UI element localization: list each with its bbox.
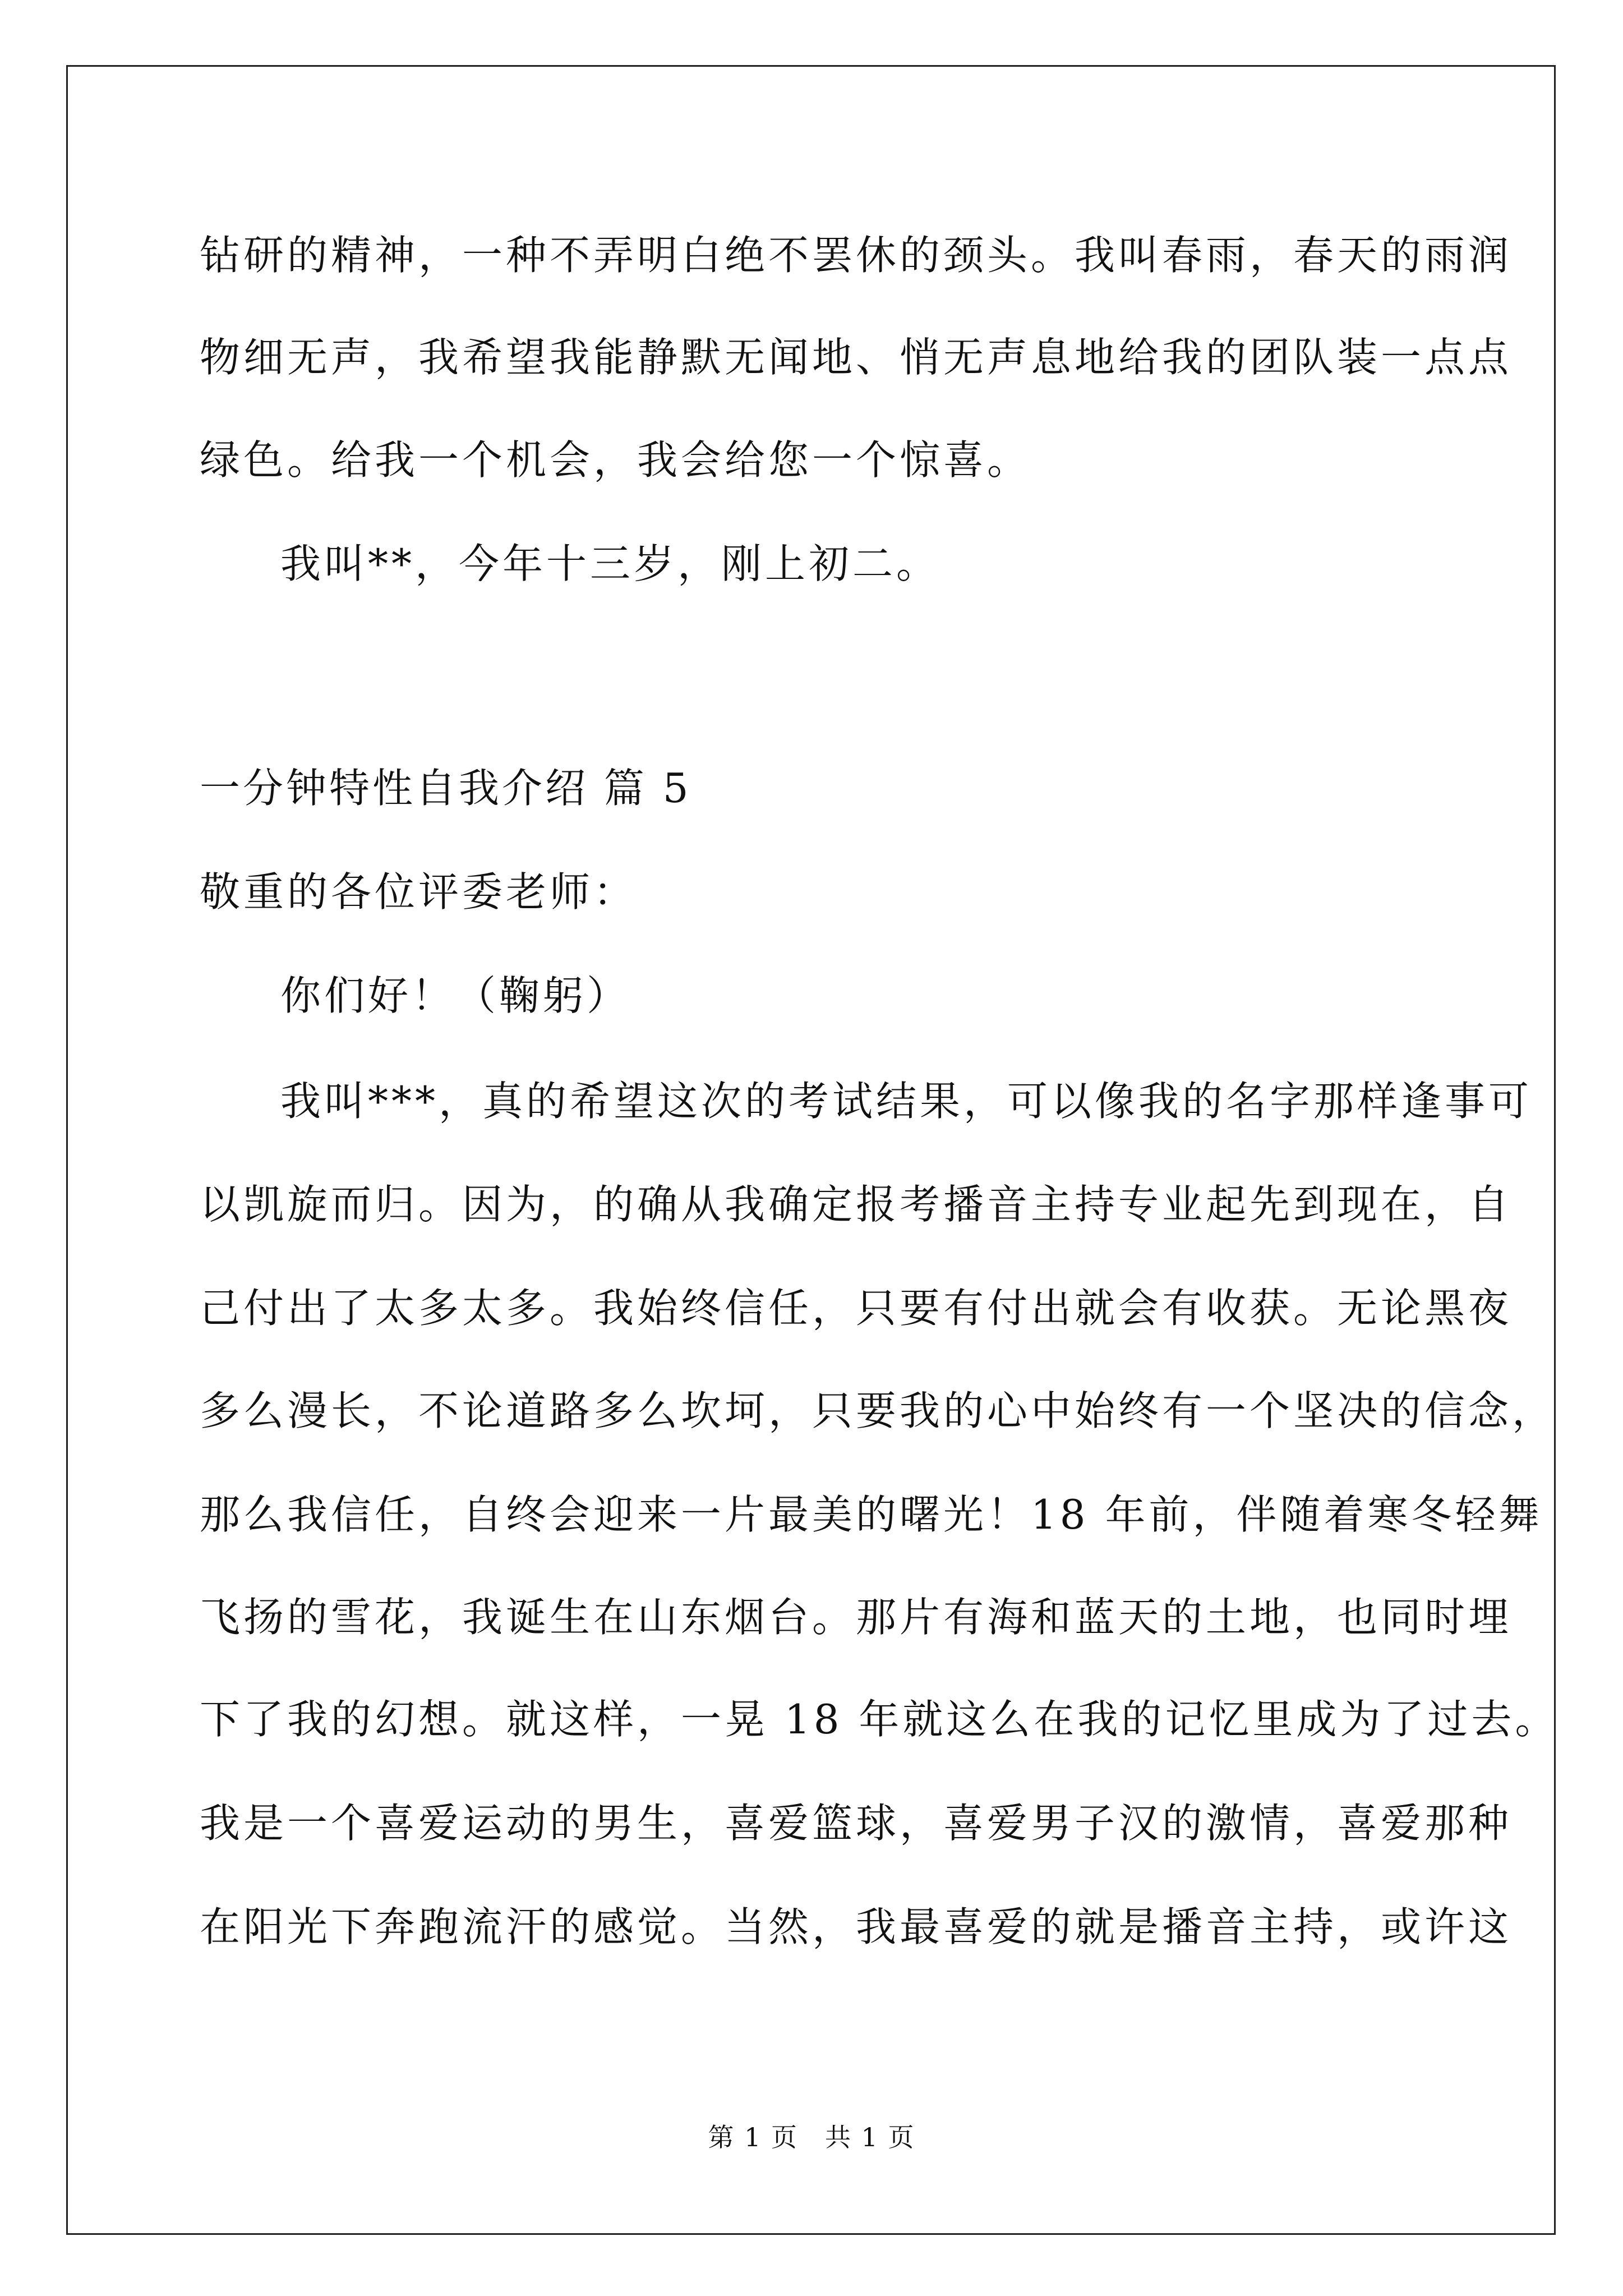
greeting: 你们好！（鞠躬）	[280, 972, 631, 1019]
salutation: 敬重的各位评委老师：	[200, 868, 638, 915]
paragraph-line: 飞扬的雪花，我诞生在山东烟台。那片有海和蓝天的土地，也同时埋	[200, 1594, 1513, 1641]
paragraph-line: 物细无声，我希望我能静默无闻地、悄无声息地给我的团队装一点点	[200, 334, 1513, 381]
paragraph-line: 我是一个喜爱运动的男生，喜爱篮球，喜爱男子汉的激情，喜爱那种	[200, 1800, 1513, 1847]
section-title: 一分钟特性自我介绍 篇 5	[200, 765, 691, 812]
paragraph-line: 那么我信任，自终会迎来一片最美的曙光！18 年前，伴随着寒冬轻舞	[200, 1491, 1543, 1538]
paragraph-line: 多么漫长，不论道路多么坎坷，只要我的心中始终有一个坚决的信念，	[200, 1387, 1556, 1434]
paragraph-line: 我叫***，真的希望这次的考试结果，可以像我的名字那样逢事可	[280, 1078, 1533, 1125]
page-footer: 第 1 页 共 1 页	[708, 2122, 915, 2152]
paragraph-line: 己付出了太多太多。我始终信任，只要有付出就会有收获。无论黑夜	[200, 1285, 1513, 1332]
paragraph-line: 以凯旋而归。因为，的确从我确定报考播音主持专业起先到现在，自	[200, 1181, 1513, 1228]
paragraph-line: 下了我的幻想。就这样，一晃 18 年就这么在我的记忆里成为了过去。	[200, 1696, 1559, 1743]
paragraph-line: 钻研的精神，一种不弄明白绝不罢休的颈头。我叫春雨，春天的雨润	[200, 232, 1513, 279]
paragraph-line: 绿色。给我一个机会，我会给您一个惊喜。	[200, 436, 1031, 484]
paragraph-line: 我叫**，今年十三岁，刚上初二。	[280, 540, 940, 587]
paragraph-line: 在阳光下奔跑流汗的感觉。当然，我最喜爱的就是播音主持，或许这	[200, 1903, 1513, 1950]
